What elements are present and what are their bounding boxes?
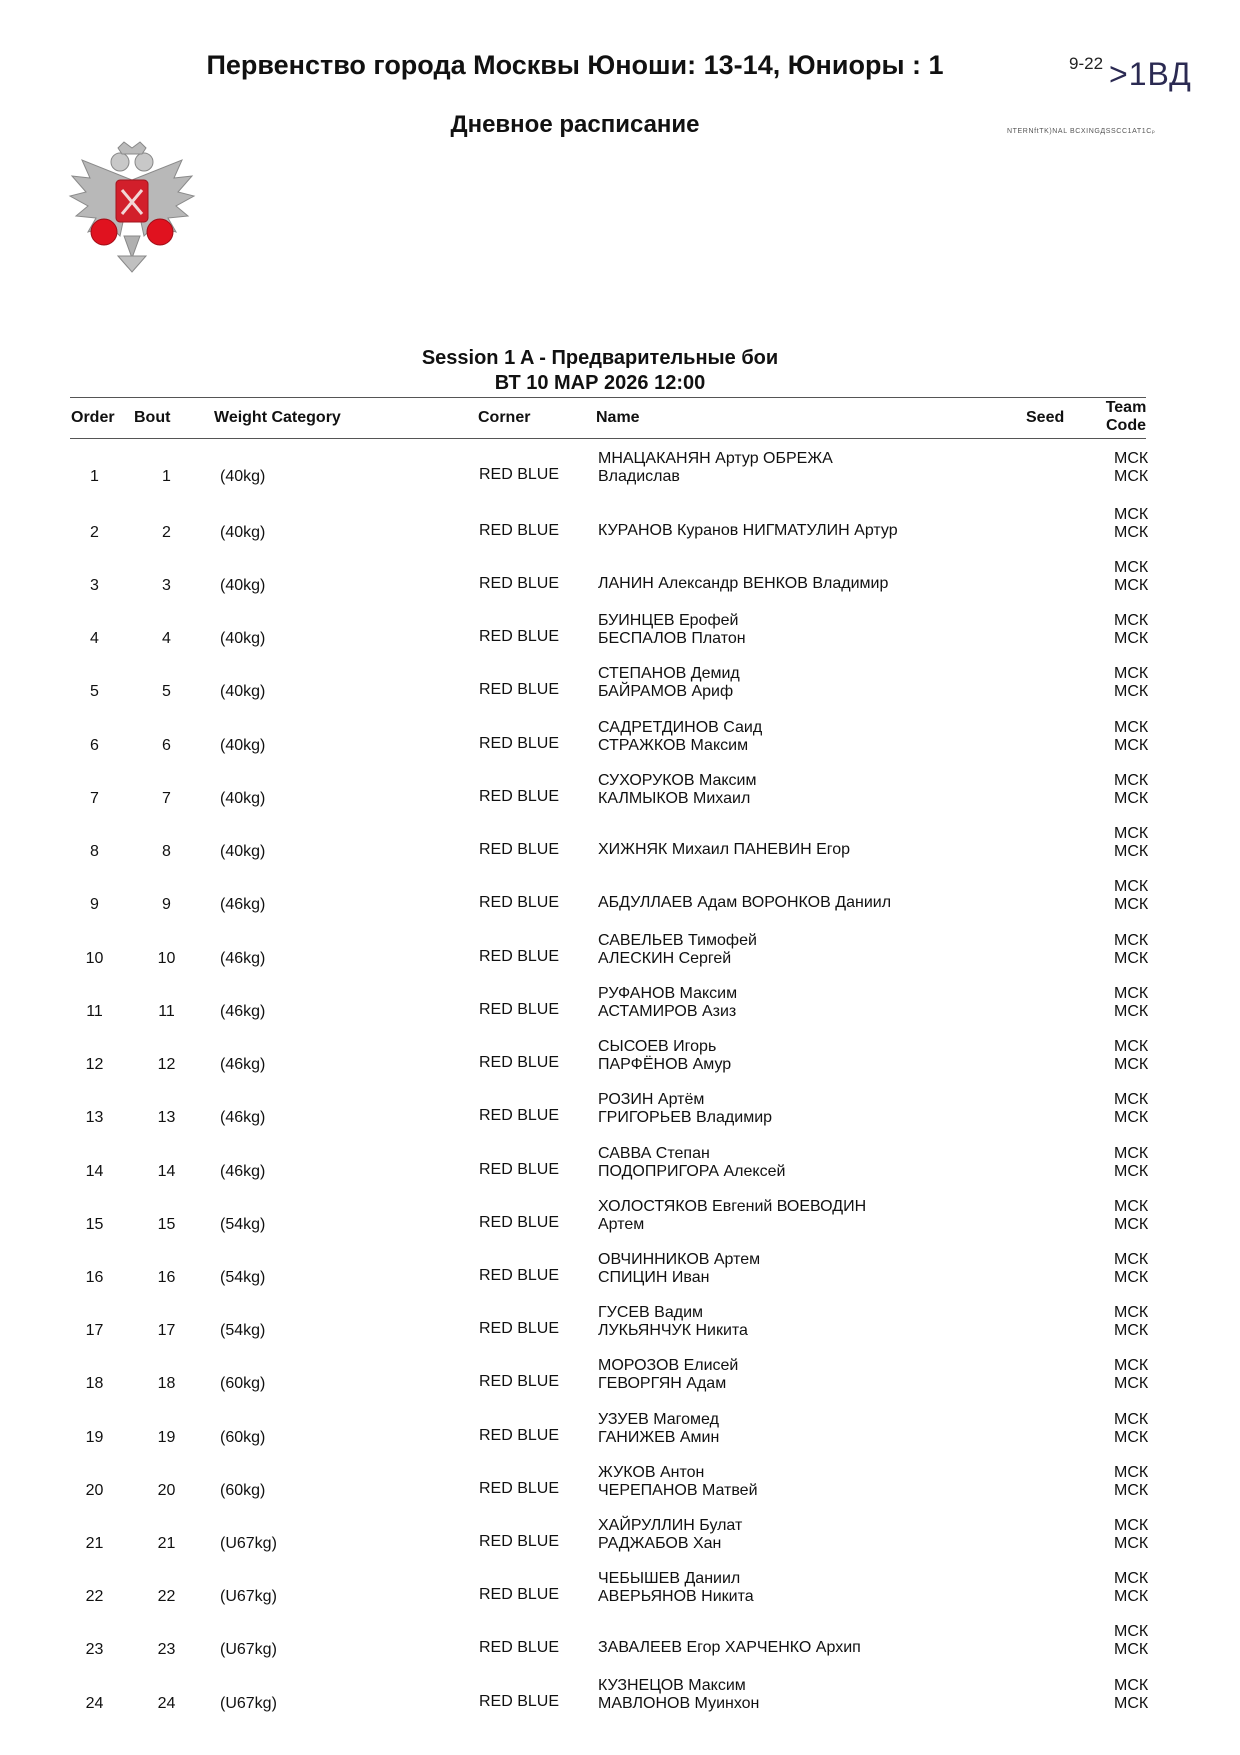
bout-order: 6 xyxy=(90,737,99,754)
team-code: МСК xyxy=(1114,772,1149,789)
boxer-name-line: РАДЖАБОВ Хан xyxy=(598,1535,722,1552)
bout-order: 19 xyxy=(85,1429,104,1446)
team-code: МСК xyxy=(1114,468,1149,485)
boxer-names xyxy=(598,772,756,808)
table-row xyxy=(0,1198,1240,1251)
team-code: МСК xyxy=(1114,985,1149,1002)
corner: RED BLUE xyxy=(479,735,560,752)
team-codes xyxy=(1114,878,1148,914)
header-name: Name xyxy=(596,409,640,426)
header-corner: Corner xyxy=(478,409,531,426)
boxer-name-line: МНАЦАКАНЯН Артур ОБРЕЖА xyxy=(598,450,833,467)
boxer-name-line: СТРАЖКОВ Максим xyxy=(598,737,749,754)
weight-category: (60kg) xyxy=(220,1482,266,1499)
team-code: МСК xyxy=(1114,843,1149,860)
boxer-name-line: МОРОЗОВ Елисей xyxy=(598,1357,739,1374)
corner: RED BLUE xyxy=(479,841,560,858)
boxer-names xyxy=(598,932,757,968)
bout-number: 16 xyxy=(157,1269,176,1286)
corner: RED BLUE xyxy=(479,522,560,539)
team-codes xyxy=(1114,825,1148,861)
team-code: МСК xyxy=(1114,1375,1149,1392)
table-row xyxy=(0,1091,1240,1144)
boxer-names xyxy=(598,450,833,486)
team-code: МСК xyxy=(1114,1570,1149,1587)
corner: RED BLUE xyxy=(479,628,560,645)
boxer-name-line: ПАРФЁНОВ Амур xyxy=(598,1056,732,1073)
weight-category: (40kg) xyxy=(220,524,266,541)
weight-category: (46kg) xyxy=(220,1163,266,1180)
bout-order: 11 xyxy=(86,1003,103,1020)
boxer-name-line: СУХОРУКОВ Максим xyxy=(598,772,757,789)
corner: RED BLUE xyxy=(479,894,560,911)
boxer-names xyxy=(598,1304,748,1340)
team-codes xyxy=(1114,450,1148,486)
boxer-names xyxy=(598,1411,719,1447)
corner: RED BLUE xyxy=(479,788,560,805)
boxer-name-line: БУИНЦЕВ Ерофей xyxy=(598,612,739,629)
corner: RED BLUE xyxy=(479,1320,560,1337)
table-header-divider xyxy=(70,438,1146,439)
bout-number: 5 xyxy=(162,683,171,700)
corner: RED BLUE xyxy=(479,575,560,592)
boxer-name-line: ХАЙРУЛЛИН Булат xyxy=(598,1517,743,1534)
team-code: МСК xyxy=(1114,1588,1149,1605)
bout-order: 12 xyxy=(85,1056,104,1073)
team-codes xyxy=(1114,612,1148,648)
corner: RED BLUE xyxy=(479,1639,560,1656)
team-code: МСК xyxy=(1114,1216,1149,1233)
boxer-name-line: ГЕВОРГЯН Адам xyxy=(598,1375,727,1392)
boxer-name-line: САВВА Степан xyxy=(598,1145,710,1162)
session-date: ВТ 10 МАР 2026 12:00 xyxy=(494,372,706,394)
team-codes xyxy=(1114,1517,1148,1553)
weight-category: (U67kg) xyxy=(220,1641,277,1658)
header-bout: Bout xyxy=(134,409,171,426)
team-codes xyxy=(1114,1038,1148,1074)
federation-emblem-icon xyxy=(62,140,202,280)
corner: RED BLUE xyxy=(479,466,560,483)
boxer-name-line: САДРЕТДИНОВ Саид xyxy=(598,719,763,736)
team-codes xyxy=(1114,1357,1148,1393)
table-row xyxy=(0,1038,1240,1091)
team-codes xyxy=(1114,559,1148,595)
bout-order: 2 xyxy=(90,524,99,541)
team-code: МСК xyxy=(1114,559,1149,576)
weight-category: (46kg) xyxy=(220,1056,266,1073)
team-codes xyxy=(1114,932,1148,968)
bout-number: 7 xyxy=(162,790,171,807)
boxer-name-line: АСТАМИРОВ Азиз xyxy=(598,1003,737,1020)
corner: RED BLUE xyxy=(479,1586,560,1603)
team-codes xyxy=(1114,1091,1148,1127)
bout-number: 2 xyxy=(162,524,171,541)
boxer-names xyxy=(598,894,891,912)
team-code: МСК xyxy=(1114,1535,1149,1552)
team-code: МСК xyxy=(1114,1695,1149,1712)
bout-number: 10 xyxy=(157,950,176,967)
weight-category: (46kg) xyxy=(220,1003,266,1020)
team-code: МСК xyxy=(1114,1269,1149,1286)
table-row xyxy=(0,612,1240,665)
bout-order: 10 xyxy=(85,950,104,967)
table-row xyxy=(0,559,1240,612)
corner: RED BLUE xyxy=(479,1373,560,1390)
boxer-names xyxy=(598,1198,866,1234)
bout-order: 22 xyxy=(85,1588,104,1605)
boxer-names xyxy=(598,665,740,701)
team-code: МСК xyxy=(1114,665,1149,682)
team-code: МСК xyxy=(1114,524,1149,541)
team-code: МСК xyxy=(1114,1109,1149,1126)
table-row xyxy=(0,1464,1240,1517)
team-code: МСК xyxy=(1114,1482,1149,1499)
team-code: МСК xyxy=(1114,1411,1149,1428)
team-code: МСК xyxy=(1114,1322,1149,1339)
weight-category: (54kg) xyxy=(220,1216,266,1233)
team-code: МСК xyxy=(1114,506,1149,523)
bout-order: 23 xyxy=(85,1641,104,1658)
corner: RED BLUE xyxy=(479,1214,560,1231)
bout-number: 11 xyxy=(158,1003,175,1020)
team-code: МСК xyxy=(1114,932,1149,949)
boxer-name-line: ЗАВАЛЕЕВ Егор ХАРЧЕНКО Архип xyxy=(598,1639,861,1656)
page-title: Первенство города Москвы Юноши: 13-14, Юниоры : 1 xyxy=(206,50,944,80)
weight-category: (U67kg) xyxy=(220,1535,277,1552)
weight-category: (54kg) xyxy=(220,1269,266,1286)
boxer-names xyxy=(598,1145,785,1181)
boxer-name-line: ЧЕРЕПАНОВ Матвей xyxy=(598,1482,758,1499)
table-row xyxy=(0,506,1240,559)
header-seed: Seed xyxy=(1026,409,1065,426)
boxer-names xyxy=(598,719,762,755)
boxer-name-line: САВЕЛЬЕВ Тимофей xyxy=(598,932,757,949)
team-code: МСК xyxy=(1114,1429,1149,1446)
corner: RED BLUE xyxy=(479,1427,560,1444)
table-row xyxy=(0,985,1240,1038)
table-top-divider xyxy=(70,397,1146,398)
team-codes xyxy=(1114,506,1148,542)
table-row xyxy=(0,719,1240,772)
boxer-name-line: АЛЕСКИН Сергей xyxy=(598,950,732,967)
bout-number: 18 xyxy=(157,1375,176,1392)
boxer-names xyxy=(598,575,888,593)
bout-order: 5 xyxy=(90,683,99,700)
team-code: МСК xyxy=(1114,719,1149,736)
aiba-prefix: 9-22 xyxy=(1069,54,1104,73)
corner: RED BLUE xyxy=(479,1693,560,1710)
bout-number: 22 xyxy=(157,1588,176,1605)
bout-order: 7 xyxy=(90,790,99,807)
boxer-name-line: ХИЖНЯК Михаил ПАНЕВИН Егор xyxy=(598,841,851,858)
bout-order: 18 xyxy=(85,1375,104,1392)
corner: RED BLUE xyxy=(479,1161,560,1178)
boxer-name-line: БАЙРАМОВ Ариф xyxy=(598,683,734,700)
boxer-name-line: ГАНИЖЕВ Амин xyxy=(598,1429,720,1446)
boxer-name-line: ХОЛОСТЯКОВ Евгений ВОЕВОДИН xyxy=(598,1198,867,1215)
weight-category: (40kg) xyxy=(220,630,266,647)
team-code: МСК xyxy=(1114,878,1149,895)
table-row xyxy=(0,1357,1240,1410)
bout-order: 24 xyxy=(85,1695,104,1712)
team-code: МСК xyxy=(1114,630,1149,647)
page-subtitle: Дневное расписание xyxy=(450,111,700,138)
bout-order: 20 xyxy=(85,1482,104,1499)
bout-number: 19 xyxy=(157,1429,176,1446)
bout-order: 16 xyxy=(85,1269,104,1286)
bout-order: 15 xyxy=(85,1216,104,1233)
session-header xyxy=(150,346,1050,396)
team-code: МСК xyxy=(1114,1091,1149,1108)
bout-order: 17 xyxy=(85,1322,104,1339)
team-code: МСК xyxy=(1114,1003,1149,1020)
table-row xyxy=(0,878,1240,931)
table-row xyxy=(0,450,1240,503)
team-code: МСК xyxy=(1114,1163,1149,1180)
table-row xyxy=(0,1304,1240,1357)
team-codes xyxy=(1114,1623,1148,1659)
bout-number: 1 xyxy=(162,468,171,485)
team-code: МСК xyxy=(1114,1357,1149,1374)
weight-category: (40kg) xyxy=(220,737,266,754)
boxer-names xyxy=(598,1357,738,1393)
boxer-name-line: КУРАНОВ Куранов НИГМАТУЛИН Артур xyxy=(598,522,898,539)
table-row xyxy=(0,1251,1240,1304)
bout-number: 23 xyxy=(157,1641,176,1658)
team-code: МСК xyxy=(1114,737,1149,754)
boxer-names xyxy=(598,1464,758,1500)
weight-category: (46kg) xyxy=(220,896,266,913)
team-code: МСК xyxy=(1114,1677,1149,1694)
boxer-name-line: ПОДОПРИГОРА Алексей xyxy=(598,1163,786,1180)
header-order: Order xyxy=(71,409,115,426)
boxer-names xyxy=(598,1517,742,1553)
team-code: МСК xyxy=(1114,450,1149,467)
weight-category: (40kg) xyxy=(220,843,266,860)
boxer-names xyxy=(598,1038,731,1074)
session-title: Session 1 A - Предварительные бои xyxy=(421,347,779,369)
bout-number: 20 xyxy=(157,1482,176,1499)
team-code: МСК xyxy=(1114,1641,1149,1658)
boxer-name-line: ЖУКОВ Антон xyxy=(598,1464,705,1481)
weight-category: (46kg) xyxy=(220,1109,266,1126)
header-weight-category: Weight Category xyxy=(214,409,341,426)
team-code: МСК xyxy=(1114,950,1149,967)
team-code: МСК xyxy=(1114,896,1149,913)
bout-number: 12 xyxy=(157,1056,176,1073)
aiba-mark: >1ВД xyxy=(1109,56,1192,92)
table-row xyxy=(0,1145,1240,1198)
team-codes xyxy=(1114,772,1148,808)
bout-number: 4 xyxy=(162,630,171,647)
team-codes xyxy=(1114,1145,1148,1181)
bout-number: 3 xyxy=(162,577,171,594)
corner: RED BLUE xyxy=(479,1001,560,1018)
bout-number: 8 xyxy=(162,843,171,860)
boxer-name-line: МАВЛОНОВ Муинхон xyxy=(598,1695,760,1712)
table-row xyxy=(0,1411,1240,1464)
team-codes xyxy=(1114,1251,1148,1287)
corner: RED BLUE xyxy=(479,948,560,965)
boxer-name-line: СЫСОЕВ Игорь xyxy=(598,1038,717,1055)
table-row xyxy=(0,772,1240,825)
team-code: МСК xyxy=(1114,577,1149,594)
team-codes xyxy=(1114,985,1148,1021)
boxer-name-line: АБДУЛЛАЕВ Адам ВОРОНКОВ Даниил xyxy=(598,894,892,911)
weight-category: (U67kg) xyxy=(220,1588,277,1605)
boxer-names xyxy=(598,1570,754,1606)
weight-category: (40kg) xyxy=(220,683,266,700)
table-row xyxy=(0,1517,1240,1570)
team-code: МСК xyxy=(1114,612,1149,629)
bout-order: 4 xyxy=(90,630,99,647)
team-code: МСК xyxy=(1114,1056,1149,1073)
boxer-name-line: БЕСПАЛОВ Платон xyxy=(598,630,746,647)
boxer-name-line: ЧЕБЫШЕВ Даниил xyxy=(598,1570,741,1587)
boxer-names xyxy=(598,612,746,648)
boxer-name-line: УЗУЕВ Магомед xyxy=(598,1411,719,1428)
team-code: МСК xyxy=(1114,1251,1149,1268)
boxer-names xyxy=(598,1639,861,1657)
weight-category: (U67kg) xyxy=(220,1695,277,1712)
team-code: МСК xyxy=(1114,1145,1149,1162)
table-row xyxy=(0,825,1240,878)
team-code: МСК xyxy=(1114,1623,1149,1640)
weight-category: (46kg) xyxy=(220,950,266,967)
bout-order: 21 xyxy=(85,1535,104,1552)
boxer-name-line: ЛАНИН Александр ВЕНКОВ Владимир xyxy=(598,575,889,592)
bout-order: 1 xyxy=(90,468,99,485)
team-code: МСК xyxy=(1114,1517,1149,1534)
bout-number: 17 xyxy=(157,1322,176,1339)
team-code: МСК xyxy=(1114,1464,1149,1481)
table-row xyxy=(0,665,1240,718)
table-row xyxy=(0,1623,1240,1676)
weight-category: (40kg) xyxy=(220,468,266,485)
bout-number: 15 xyxy=(157,1216,176,1233)
bout-number: 6 xyxy=(162,737,171,754)
boxer-name-line: КУЗНЕЦОВ Максим xyxy=(598,1677,746,1694)
boxer-name-line: АВЕРЬЯНОВ Никита xyxy=(598,1588,754,1605)
boxer-name-line: ГРИГОРЬЕВ Владимир xyxy=(598,1109,773,1126)
bout-number: 21 xyxy=(157,1535,176,1552)
boxer-name-line: РОЗИН Артём xyxy=(598,1091,705,1108)
team-codes xyxy=(1114,1304,1148,1340)
team-codes xyxy=(1114,1464,1148,1500)
weight-category: (60kg) xyxy=(220,1429,266,1446)
weight-category: (60kg) xyxy=(220,1375,266,1392)
team-code: МСК xyxy=(1114,1304,1149,1321)
boxer-name-line: СПИЦИН Иван xyxy=(598,1269,710,1286)
corner: RED BLUE xyxy=(479,1480,560,1497)
weight-category: (40kg) xyxy=(220,790,266,807)
bout-number: 9 xyxy=(162,896,171,913)
boxer-name-line: ЛУКЬЯНЧУК Никита xyxy=(598,1322,748,1339)
bout-order: 8 xyxy=(90,843,99,860)
boxer-name-line: РУФАНОВ Максим xyxy=(598,985,738,1002)
bout-number: 14 xyxy=(157,1163,176,1180)
boxer-names xyxy=(598,841,850,859)
boxer-names xyxy=(598,1091,772,1127)
weight-category: (54kg) xyxy=(220,1322,266,1339)
header-team-code: Team Code xyxy=(1105,399,1147,434)
team-codes xyxy=(1114,1411,1148,1447)
corner: RED BLUE xyxy=(479,1107,560,1124)
team-code: МСК xyxy=(1114,683,1149,700)
boxer-name-line: Артем xyxy=(598,1216,645,1233)
bout-number: 24 xyxy=(157,1695,176,1712)
corner: RED BLUE xyxy=(479,1533,560,1550)
team-codes xyxy=(1114,1677,1148,1713)
boxer-names xyxy=(598,985,737,1021)
weight-category: (40kg) xyxy=(220,577,266,594)
boxer-name-line: ГУСЕВ Вадим xyxy=(598,1304,704,1321)
bout-order: 3 xyxy=(90,577,99,594)
boxer-names xyxy=(598,1251,760,1287)
corner: RED BLUE xyxy=(479,681,560,698)
team-codes xyxy=(1114,1570,1148,1606)
boxer-name-line: Владислав xyxy=(598,468,680,485)
boxer-names xyxy=(598,522,898,540)
boxer-name-line: КАЛМЫКОВ Михаил xyxy=(598,790,751,807)
boxer-names xyxy=(598,1677,759,1713)
table-row xyxy=(0,1570,1240,1623)
corner: RED BLUE xyxy=(479,1054,560,1071)
bout-order: 13 xyxy=(85,1109,104,1126)
team-codes xyxy=(1114,719,1148,755)
team-codes xyxy=(1114,1198,1148,1234)
table-row xyxy=(0,1677,1240,1730)
bout-order: 14 xyxy=(85,1163,104,1180)
team-code: МСК xyxy=(1114,825,1149,842)
team-code: МСК xyxy=(1114,1038,1149,1055)
team-codes xyxy=(1114,665,1148,701)
aiba-fine-print: NTERNftTK)NAL BCXINGДSSCC1AT1Cₚ xyxy=(1007,128,1156,135)
team-code: МСК xyxy=(1114,790,1149,807)
boxer-name-line: СТЕПАНОВ Демид xyxy=(598,665,740,682)
bout-number: 13 xyxy=(157,1109,176,1126)
bout-order: 9 xyxy=(90,896,99,913)
team-code: МСК xyxy=(1114,1198,1149,1215)
boxer-name-line: ОВЧИННИКОВ Артем xyxy=(598,1251,761,1268)
corner: RED BLUE xyxy=(479,1267,560,1284)
table-row xyxy=(0,932,1240,985)
